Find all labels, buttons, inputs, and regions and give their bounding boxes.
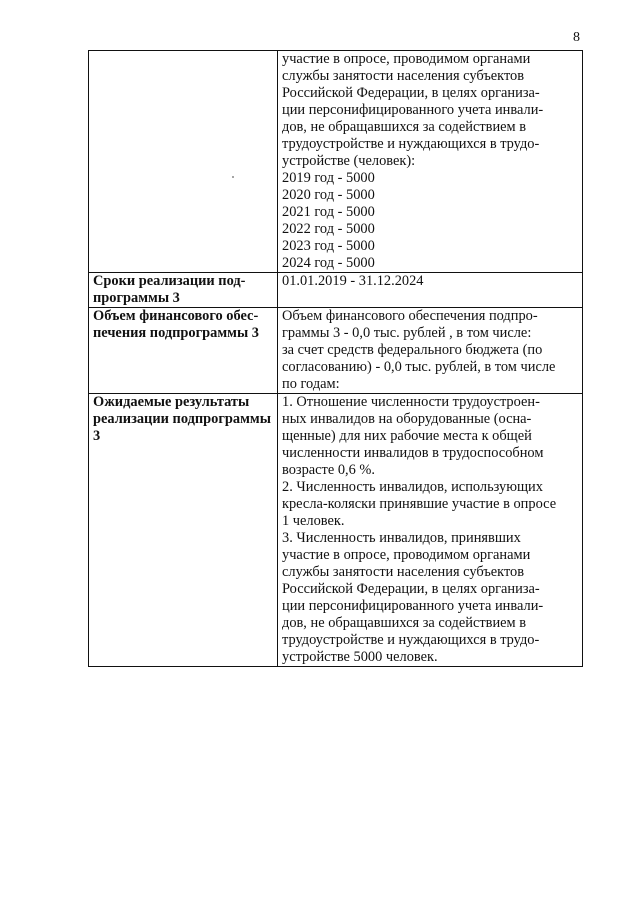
cell-text-line: трудоустройстве и нуждающихся в трудо- [282,632,540,648]
cell-text-line: 3. Численность инвалидов, принявших [282,530,521,546]
passport-table [88,50,583,667]
cell-text-line: граммы 3 - 0,0 тыс. рублей , в том числе: [282,325,532,341]
cell-text-line: Объем финансового обеспечения подпро- [282,308,538,324]
row-value-cell [278,51,583,273]
row-label-cell [89,308,278,394]
cell-text-line: Сроки реализации под- [93,273,246,289]
cell-text-line: 2024 год - 5000 [282,255,375,271]
row-label-cell [89,273,278,308]
cell-text-line: Российской Федерации, в целях организа- [282,581,540,597]
cell-text-line: службы занятости населения субъектов [282,564,525,580]
cell-text-line: Российской Федерации, в целях организа- [282,85,540,101]
cell-text-line: возрасте 0,6 %. [282,462,375,478]
cell-text-line: кресла-коляски принявшие участие в опросе [282,496,557,512]
cell-text-line: щенные) для них рабочие места к общей [282,428,532,444]
cell-text-line: дов, не обращавшихся за содействием в [282,615,527,631]
row-value-cell [278,394,583,667]
cell-text-line: 2. Численность инвалидов, использующих [282,479,543,495]
cell-text-line: 2020 год - 5000 [282,187,375,203]
cell-text-line: согласованию) - 0,0 тыс. рублей, в том числе [282,359,556,375]
cell-text-line: ных инвалидов на оборудованные (осна- [282,411,532,427]
row-label-cell [89,51,278,273]
cell-text-line: Объем финансового обес- [93,308,259,324]
cell-text-line: Ожидаемые результаты [93,394,250,410]
cell-text-line: 2021 год - 5000 [282,204,375,220]
cell-text-line: реализации подпрограммы [93,411,271,427]
table-row-financing-volume [89,308,583,394]
cell-text-line: 2022 год - 5000 [282,221,375,237]
row-value-cell [278,273,583,308]
cell-text-line: по годам: [282,376,340,392]
cell-text-line: участие в опросе, проводимом органами [282,51,531,67]
cell-text-line: за счет средств федерального бюджета (по [282,342,543,358]
cell-text-line: 1. Отношение численности трудоустроен- [282,394,540,410]
cell-text-line: печения подпрограммы 3 [93,325,259,341]
page-number: 8 [573,30,580,45]
cell-text-line: службы занятости населения субъектов [282,68,525,84]
table-row-expected-results [89,394,583,667]
cell-text-line: 1 человек. [282,513,345,529]
row-value-cell [278,308,583,394]
cell-text-line: участие в опросе, проводимом органами [282,547,531,563]
row-label-cell [89,394,278,667]
cell-text-line: программы 3 [93,290,180,306]
cell-text-line: 3 [93,428,101,444]
cell-text-line: дов, не обращавшихся за содействием в [282,119,527,135]
cell-text-line: ции персонифицированного учета инвали- [282,102,544,118]
cell-text-line: трудоустройстве и нуждающихся в трудо- [282,136,540,152]
cell-text-line: ции персонифицированного учета инвали- [282,598,544,614]
cell-text-line: 2023 год - 5000 [282,238,375,254]
cell-text-line: 2019 год - 5000 [282,170,375,186]
table-row-implementation-period [89,273,583,308]
cell-text-line: устройстве (человек): [282,153,416,169]
cell-text-line: численности инвалидов в трудоспособном [282,445,544,461]
cell-text-line: устройстве 5000 человек. [282,649,438,665]
table-row-participants-continuation [89,51,583,273]
cell-text-line: 01.01.2019 - 31.12.2024 [282,273,424,289]
